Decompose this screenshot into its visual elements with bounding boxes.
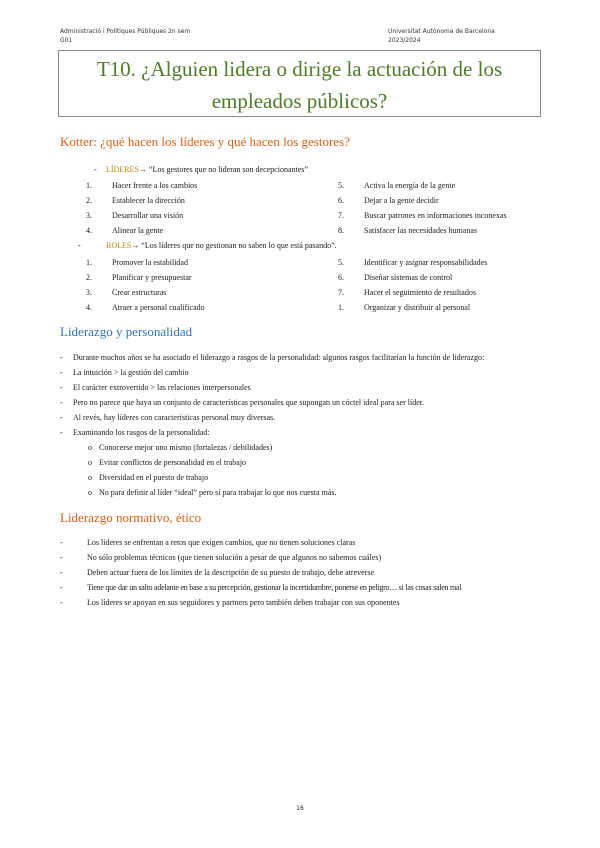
bullet-text: No sólo problemas técnicos (que tienen solución a pesar de que algunos no sabemos cuáles) [87, 553, 382, 562]
list-item: Dejar a la gente decidir [364, 196, 439, 205]
header-right [388, 27, 495, 45]
list-item: Identificar y asignar responsabilidades [364, 258, 488, 267]
page-number: 16 [296, 805, 304, 812]
list-number: 2. [86, 196, 92, 205]
roles-quote: “Los líderes que no gestionan no saben lo que está pasando”. [141, 241, 337, 250]
list-number: 8. [338, 226, 344, 235]
lideres-line [106, 165, 308, 175]
lideres-quote: “Los gestores que no lideran son decepcionantes” [148, 165, 308, 174]
dash-bullet: - [60, 598, 63, 607]
list-number: 4. [86, 226, 92, 235]
list-number: 6. [338, 273, 344, 282]
list-number: 5. [338, 181, 344, 190]
circle-bullet: o [88, 473, 92, 482]
list-item: Hacer el seguimiento de resultados [364, 288, 476, 297]
roles-line [106, 241, 337, 251]
page-title: T10. ¿Alguien lidera o dirige la actuación de los empleados públicos? [58, 50, 541, 117]
list-number: 3. [86, 211, 92, 220]
header-year: 2023/2024 [388, 37, 421, 44]
bullet-text: Deben actuar fuera de los límites de la descripción de su puesto de trabajo, debe atreverse [87, 568, 374, 577]
bullet-text: Pero no parece que haya un conjunto de características personales que supongan un cóctel ideal para ser líder. [73, 398, 424, 407]
bullet-text: Al revés, hay líderes con características personal muy diversas. [73, 413, 276, 422]
list-item: Hacer frente a los cambios [112, 181, 198, 190]
sub-bullet-text: Diversidad en el puesto de trabajo [99, 473, 209, 482]
heading-normativo: Liderazgo normativo, ético [60, 510, 202, 525]
list-item: Promover la estabilidad [112, 258, 188, 267]
dash-bullet: - [60, 383, 63, 392]
bullet-text: La intuición > la gestión del cambio [73, 368, 189, 377]
list-number: 7. [338, 288, 344, 297]
sub-bullet-text: Conocerse mejor uno mismo (fortalezas / debilidades) [99, 443, 273, 452]
list-item: Crear estructuras [112, 288, 167, 297]
heading-kotter: Kotter: ¿qué hacen los líderes y qué hacen los gestores? [60, 134, 350, 149]
dash-bullet: - [60, 538, 63, 547]
header-course: Administració i Polítiques Públiques 2n sem [60, 28, 191, 35]
list-item: Atraer a personal cualificado [112, 303, 205, 312]
dash-bullet: - [60, 353, 63, 362]
bullet-text: Los líderes se apoyan en sus seguidores y partners pero también deben trabajar con sus oponentes [87, 598, 400, 607]
circle-bullet: o [88, 488, 92, 497]
dash-bullet: - [78, 241, 81, 250]
circle-bullet: o [88, 443, 92, 452]
list-number: 5. [338, 258, 344, 267]
roles-label: ROLES [106, 241, 132, 250]
list-number: 4. [86, 303, 92, 312]
header-university: Universitat Autònoma de Barcelona [388, 28, 495, 35]
dash-bullet: - [60, 568, 63, 577]
list-item: Satisfacer las necesidades humanas [364, 226, 478, 235]
dash-bullet: - [60, 583, 63, 592]
sub-bullet-text: Evitar conflictos de personalidad en el trabajo [99, 458, 247, 467]
list-item: Desarrollar una visión [112, 211, 184, 220]
list-number: 1. [86, 181, 92, 190]
list-number: 2. [86, 273, 92, 282]
bullet-text: Los líderes se enfrentan a retos que exigen cambios, que no tienen soluciones claras [87, 538, 356, 547]
dash-bullet: - [60, 413, 63, 422]
list-number: 1. [338, 303, 344, 312]
list-item: Alinear la gente [112, 226, 164, 235]
list-number: 7. [338, 211, 344, 220]
bullet-text: Tiene que dar un salto adelante en base a su percepción, gestionar la incertidumbre, ponerse en peligro… si las cosas salen mal [87, 583, 462, 592]
list-number: 3. [86, 288, 92, 297]
dash-bullet: - [94, 165, 97, 174]
list-item: Activa la energía de la gente [364, 181, 456, 190]
list-number: 6. [338, 196, 344, 205]
heading-personalidad: Liderazgo y personalidad [60, 324, 193, 339]
bullet-text: El carácter extrovertido > las relaciones interpersonales [73, 383, 251, 392]
bullet-text: Durante muchos años se ha asociado el liderazgo a rasgos de la personalidad: algunos rasgos facilitarían la función de liderazgo: [73, 353, 485, 362]
list-item: Diseñar sistemas de control [364, 273, 453, 282]
header-left [60, 27, 190, 45]
circle-bullet: o [88, 458, 92, 467]
dash-bullet: - [60, 368, 63, 377]
list-item: Organizar y distribuir al personal [364, 303, 471, 312]
arrow-icon: → [138, 165, 147, 174]
dash-bullet: - [60, 428, 63, 437]
list-item: Planificar y presupuestar [112, 273, 192, 282]
list-item: Establecer la dirección [112, 196, 185, 205]
bullet-text: Examinando los rasgos de la personalidad: [73, 428, 210, 437]
arrow-icon: → [131, 241, 140, 250]
header-group: G01 [60, 37, 73, 44]
lideres-label: LÍDERES [106, 165, 139, 174]
sub-bullet-text: No para definir al líder “ideal” pero sí para trabajar lo que nos cuesta más. [99, 488, 337, 497]
list-item: Buscar patrones en informaciones inconexas [364, 211, 507, 220]
dash-bullet: - [60, 398, 63, 407]
dash-bullet: - [60, 553, 63, 562]
list-number: 1. [86, 258, 92, 267]
